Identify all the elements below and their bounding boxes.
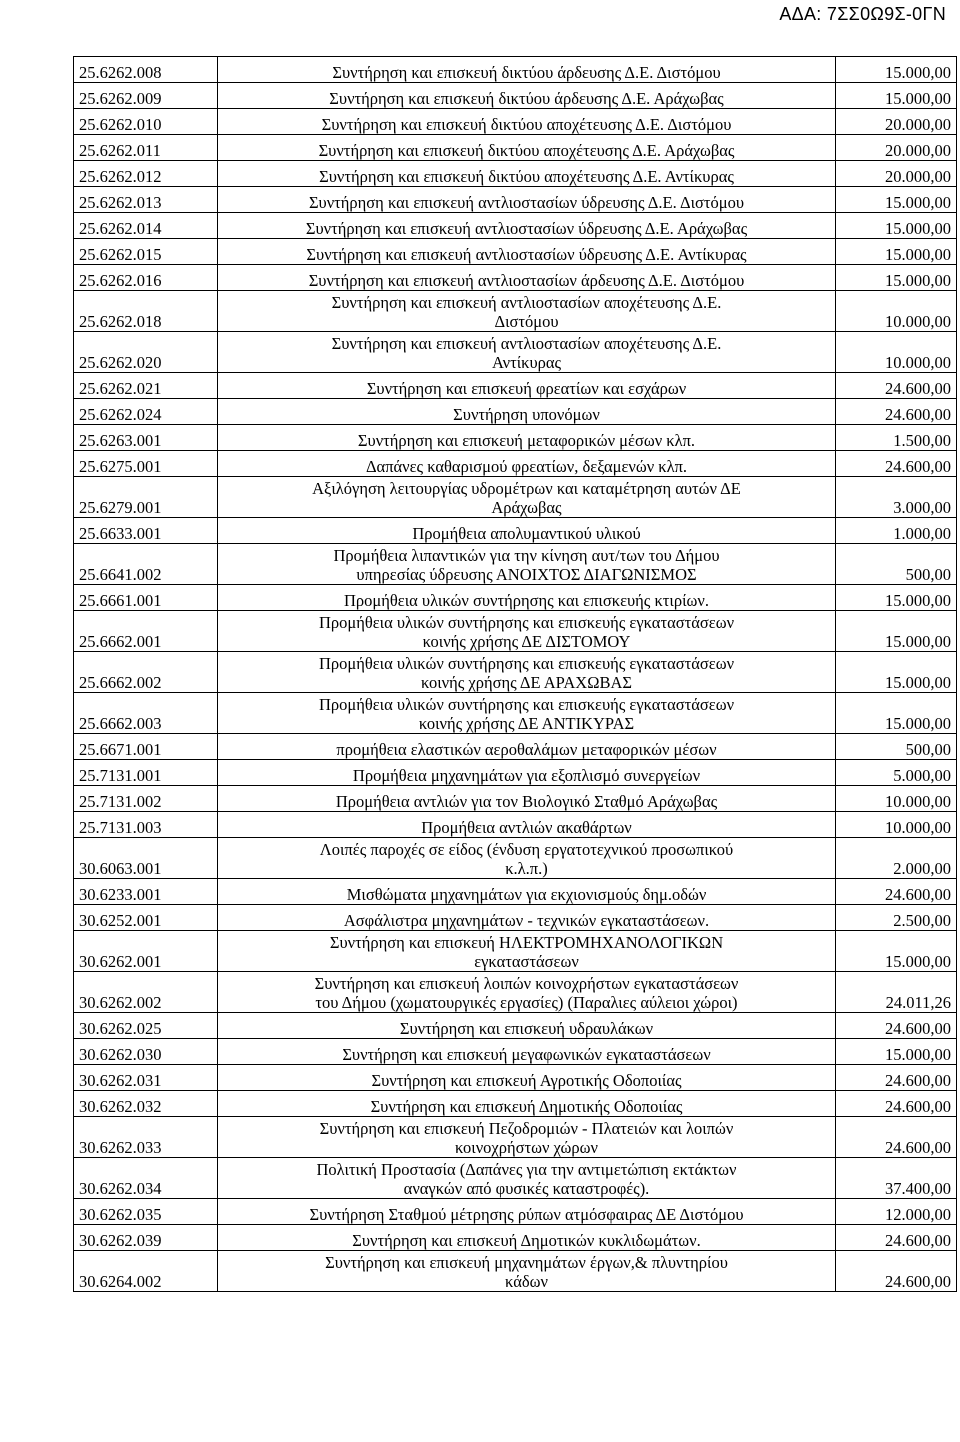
description	[218, 693, 836, 734]
amount: 15.000,00	[836, 931, 957, 972]
description-line: κ.λ.π.)	[505, 859, 548, 878]
amount: 24.600,00	[836, 451, 957, 477]
account-code: 25.6671.001	[74, 734, 218, 760]
description-line: Συντήρηση υπονόμων	[453, 405, 600, 424]
description	[218, 1039, 836, 1065]
description-line: Συντήρηση και επισκευή υδραυλάκων	[399, 1019, 654, 1038]
account-code: 30.6063.001	[74, 838, 218, 879]
amount: 10.000,00	[836, 812, 957, 838]
table-row	[74, 57, 957, 83]
description	[218, 451, 836, 477]
amount: 24.600,00	[836, 1065, 957, 1091]
description	[218, 905, 836, 931]
account-code: 25.6661.001	[74, 585, 218, 611]
description	[218, 161, 836, 187]
description-line: Προμήθεια λιπαντικών για την κίνηση αυτ/των του Δήμου	[333, 546, 720, 565]
description-line: Συντήρηση και επισκευή φρεατίων και εσχάρων	[366, 379, 687, 398]
account-code: 25.7131.001	[74, 760, 218, 786]
table-row	[74, 585, 957, 611]
account-code: 30.6264.002	[74, 1251, 218, 1292]
amount: 15.000,00	[836, 652, 957, 693]
description	[218, 585, 836, 611]
description	[218, 734, 836, 760]
table-row	[74, 425, 957, 451]
description-line: Προμήθεια αντλιών ακαθάρτων	[421, 818, 632, 837]
description	[218, 652, 836, 693]
amount: 1.500,00	[836, 425, 957, 451]
amount: 5.000,00	[836, 760, 957, 786]
budget-table	[73, 56, 957, 1292]
table-row	[74, 931, 957, 972]
amount: 37.400,00	[836, 1158, 957, 1199]
amount: 24.600,00	[836, 1251, 957, 1292]
account-code: 25.6262.008	[74, 57, 218, 83]
description-line: Συντήρηση και επισκευή δικτύου άρδευσης Δ.Ε. Αράχωβας	[329, 89, 724, 108]
table-row	[74, 373, 957, 399]
account-code: 25.6275.001	[74, 451, 218, 477]
description-line: Ασφάλιστρα μηχανημάτων - τεχνικών εγκαταστάσεων.	[343, 911, 710, 930]
amount: 10.000,00	[836, 332, 957, 373]
description	[218, 544, 836, 585]
table-row	[74, 1158, 957, 1199]
amount: 20.000,00	[836, 109, 957, 135]
account-code: 25.6262.009	[74, 83, 218, 109]
description-line: Προμήθεια υλικών συντήρησης και επισκευής εγκαταστάσεων	[318, 654, 735, 673]
description-line: Συντήρηση και επισκευή αντλιοστασίων ύδρευσης Δ.Ε. Αράχωβας	[305, 219, 748, 238]
description	[218, 187, 836, 213]
amount: 2.500,00	[836, 905, 957, 931]
amount: 24.600,00	[836, 1225, 957, 1251]
description-line: Συντήρηση Σταθμού μέτρησης ρύπων ατμόσφαιρας ΔΕ Διστόμου	[309, 1205, 744, 1224]
description-line: κάδων	[505, 1272, 548, 1291]
description-line: Δαπάνες καθαρισμού φρεατίων, δεξαμενών κλπ.	[365, 457, 688, 476]
amount: 15.000,00	[836, 83, 957, 109]
description	[218, 109, 836, 135]
description-line: Αξιλόγηση λειτουργίας υδρομέτρων και καταμέτρηση αυτών ΔΕ	[312, 479, 741, 498]
account-code: 25.6262.016	[74, 265, 218, 291]
description-line: εγκαταστάσεων	[474, 952, 579, 971]
account-code: 25.7131.003	[74, 812, 218, 838]
description	[218, 931, 836, 972]
ada-code: ΑΔΑ: 7ΣΣ0Ω9Σ-0ΓΝ	[779, 4, 946, 24]
description	[218, 812, 836, 838]
table-row	[74, 1065, 957, 1091]
table-row	[74, 1013, 957, 1039]
table-row	[74, 544, 957, 585]
table-row	[74, 239, 957, 265]
table-row	[74, 213, 957, 239]
description	[218, 1158, 836, 1199]
description-line: Συντήρηση και επισκευή ΗΛΕΚΤΡΟΜΗΧΑΝΟΛΟΓΙΚΩΝ	[329, 933, 724, 952]
amount: 15.000,00	[836, 239, 957, 265]
table-row	[74, 734, 957, 760]
amount: 500,00	[836, 734, 957, 760]
account-code: 25.6662.001	[74, 611, 218, 652]
table-row	[74, 611, 957, 652]
description-line: Προμήθεια απολυμαντικού υλικού	[412, 524, 641, 543]
amount: 15.000,00	[836, 57, 957, 83]
table-row	[74, 161, 957, 187]
account-code: 30.6262.025	[74, 1013, 218, 1039]
description	[218, 1251, 836, 1292]
description-line: αναγκών από φυσικές καταστροφές).	[403, 1179, 650, 1198]
amount: 500,00	[836, 544, 957, 585]
description-line: κοινής χρήσης ΔΕ ΑΡΑΧΩΒΑΣ	[421, 673, 632, 692]
description	[218, 1065, 836, 1091]
description	[218, 135, 836, 161]
description-line: Προμήθεια μηχανημάτων για εξοπλισμό συνεργείων	[352, 766, 701, 785]
amount: 15.000,00	[836, 585, 957, 611]
account-code: 25.6262.013	[74, 187, 218, 213]
amount: 15.000,00	[836, 611, 957, 652]
table-row	[74, 518, 957, 544]
account-code: 25.6262.024	[74, 399, 218, 425]
description	[218, 786, 836, 812]
description	[218, 611, 836, 652]
account-code: 25.6262.018	[74, 291, 218, 332]
description-line: υπηρεσίας ύδρευσης ΑΝΟΙΧΤΟΣ ΔΙΑΓΩΝΙΣΜΟΣ	[356, 565, 697, 584]
amount: 20.000,00	[836, 161, 957, 187]
account-code: 30.6262.002	[74, 972, 218, 1013]
account-code: 25.6279.001	[74, 477, 218, 518]
description-line: Συντήρηση και επισκευή δικτύου αποχέτευσης Δ.Ε. Διστόμου	[321, 115, 732, 134]
description	[218, 1013, 836, 1039]
description	[218, 373, 836, 399]
description-line: Προμήθεια υλικών συντήρησης και επισκευής εγκαταστάσεων	[318, 695, 735, 714]
table-row	[74, 291, 957, 332]
amount: 24.600,00	[836, 373, 957, 399]
table-row	[74, 399, 957, 425]
table-row	[74, 1091, 957, 1117]
description-line: Πολιτική Προστασία (Δαπάνες για την αντιμετώπιση εκτάκτων	[316, 1160, 737, 1179]
description-line: Προμήθεια υλικών συντήρησης και επισκευής κτιρίων.	[344, 591, 709, 610]
description-line: κοινής χρήσης ΔΕ ΑΝΤΙΚΥΡΑΣ	[418, 714, 635, 733]
table-row	[74, 760, 957, 786]
description	[218, 57, 836, 83]
table-row	[74, 332, 957, 373]
description	[218, 291, 836, 332]
account-code: 25.6633.001	[74, 518, 218, 544]
amount: 15.000,00	[836, 1039, 957, 1065]
account-code: 25.6262.010	[74, 109, 218, 135]
description	[218, 518, 836, 544]
amount: 2.000,00	[836, 838, 957, 879]
table-row	[74, 812, 957, 838]
description-line: Προμήθεια υλικών συντήρησης και επισκευής εγκαταστάσεων	[318, 613, 735, 632]
description	[218, 83, 836, 109]
amount: 10.000,00	[836, 291, 957, 332]
account-code: 30.6233.001	[74, 879, 218, 905]
description-line: Διστόμου	[494, 312, 559, 331]
account-code: 25.6262.020	[74, 332, 218, 373]
description-line: Συντήρηση και επισκευή Αγροτικής Οδοποιίας	[371, 1071, 682, 1090]
amount: 24.011,26	[836, 972, 957, 1013]
account-code: 30.6262.034	[74, 1158, 218, 1199]
description	[218, 1117, 836, 1158]
account-code: 30.6252.001	[74, 905, 218, 931]
description-line: Συντήρηση και επισκευή δικτύου άρδευσης Δ.Ε. Διστόμου	[332, 63, 721, 82]
account-code: 30.6262.032	[74, 1091, 218, 1117]
account-code: 25.6262.015	[74, 239, 218, 265]
table-row	[74, 1251, 957, 1292]
description-line: Συντήρηση και επισκευή λοιπών κοινοχρήστων εγκαταστάσεων	[314, 974, 739, 993]
table-row	[74, 187, 957, 213]
account-code: 25.6262.021	[74, 373, 218, 399]
account-code: 30.6262.030	[74, 1039, 218, 1065]
amount: 15.000,00	[836, 693, 957, 734]
amount: 12.000,00	[836, 1199, 957, 1225]
table-row	[74, 1225, 957, 1251]
account-code: 25.6262.012	[74, 161, 218, 187]
description-line: Συντήρηση και επισκευή δικτύου αποχέτευσης Δ.Ε. Αντίκυρας	[319, 167, 734, 186]
amount: 20.000,00	[836, 135, 957, 161]
amount: 15.000,00	[836, 265, 957, 291]
table-row	[74, 652, 957, 693]
budget-table-body	[74, 57, 957, 1292]
account-code: 25.7131.002	[74, 786, 218, 812]
table-row	[74, 451, 957, 477]
description-line: Συντήρηση και επισκευή αντλιοστασίων ύδρευσης Δ.Ε. Διστόμου	[308, 193, 745, 212]
amount: 1.000,00	[836, 518, 957, 544]
table-row	[74, 83, 957, 109]
table-row	[74, 109, 957, 135]
description-line: Συντήρηση και επισκευή Δημοτικής Οδοποιίας	[370, 1097, 683, 1116]
account-code: 30.6262.031	[74, 1065, 218, 1091]
description	[218, 332, 836, 373]
description-line: Λοιπές παροχές σε είδος (ένδυση εργατοτεχνικού προσωπικού	[319, 840, 734, 859]
amount: 24.600,00	[836, 1091, 957, 1117]
description-line: του Δήμου (χωματουργικές εργασίες) (Παραλιες αύλειοι χώροι)	[315, 993, 738, 1012]
account-code: 25.6662.002	[74, 652, 218, 693]
account-code: 30.6262.039	[74, 1225, 218, 1251]
description-line: Συντήρηση και επισκευή Πεζοδρομιών - Πλατειών και λοιπών	[319, 1119, 734, 1138]
account-code: 25.6262.011	[74, 135, 218, 161]
description-line: Συντήρηση και επισκευή μεταφορικών μέσων κλπ.	[357, 431, 696, 450]
description	[218, 399, 836, 425]
amount: 15.000,00	[836, 187, 957, 213]
table-row	[74, 972, 957, 1013]
table-row	[74, 1199, 957, 1225]
description	[218, 425, 836, 451]
description	[218, 239, 836, 265]
account-code: 25.6662.003	[74, 693, 218, 734]
account-code: 30.6262.035	[74, 1199, 218, 1225]
description	[218, 1091, 836, 1117]
description	[218, 1225, 836, 1251]
table-row	[74, 1039, 957, 1065]
table-row	[74, 879, 957, 905]
amount: 15.000,00	[836, 213, 957, 239]
table-row	[74, 477, 957, 518]
description-line: Συντήρηση και επισκευή δικτύου αποχέτευσης Δ.Ε. Αράχωβας	[318, 141, 735, 160]
amount: 24.600,00	[836, 1013, 957, 1039]
amount: 3.000,00	[836, 477, 957, 518]
table-row	[74, 693, 957, 734]
account-code: 25.6262.014	[74, 213, 218, 239]
description-line: Συντήρηση και επισκευή μηχανημάτων έργων,& πλυντηρίου	[325, 1253, 728, 1272]
table-row	[74, 905, 957, 931]
table-row	[74, 786, 957, 812]
description-line: Αράχωβας	[491, 498, 562, 517]
description	[218, 265, 836, 291]
table-row	[74, 135, 957, 161]
description-line: Προμήθεια αντλιών για τον Βιολογικό Σταθμό Αράχωβας	[335, 792, 718, 811]
account-code: 30.6262.033	[74, 1117, 218, 1158]
description	[218, 879, 836, 905]
description	[218, 1199, 836, 1225]
description-line: Συντήρηση και επισκευή αντλιοστασίων άρδευσης Δ.Ε. Διστόμου	[308, 271, 745, 290]
description-line: Μισθώματα μηχανημάτων για εκχιονισμούς δημ.οδών	[346, 885, 707, 904]
description-line: Συντήρηση και επισκευή μεγαφωνικών εγκαταστάσεων	[342, 1045, 711, 1064]
description	[218, 477, 836, 518]
description-line: Συντήρηση και επισκευή αντλιοστασίων ύδρευσης Δ.Ε. Αντίκυρας	[306, 245, 747, 264]
description-line: κοινοχρήστων χώρων	[455, 1138, 598, 1157]
description	[218, 760, 836, 786]
description-line: Αντίκυρας	[491, 353, 562, 372]
description-line: Συντήρηση και επισκευή αντλιοστασίων αποχέτευσης Δ.Ε.	[331, 334, 722, 353]
description-line: Συντήρηση και επισκευή αντλιοστασίων αποχέτευσης Δ.Ε.	[331, 293, 722, 312]
description-line: κοινής χρήσης ΔΕ ΔΙΣΤΟΜΟΥ	[422, 632, 631, 651]
amount: 24.600,00	[836, 1117, 957, 1158]
description	[218, 213, 836, 239]
account-code: 30.6262.001	[74, 931, 218, 972]
amount: 10.000,00	[836, 786, 957, 812]
description-line: Συντήρηση και επισκευή Δημοτικών κυκλιδωμάτων.	[352, 1231, 701, 1250]
description-line: προμήθεια ελαστικών αεροθαλάμων μεταφορικών μέσων	[336, 740, 717, 759]
account-code: 25.6263.001	[74, 425, 218, 451]
description	[218, 972, 836, 1013]
description	[218, 838, 836, 879]
amount: 24.600,00	[836, 879, 957, 905]
table-row	[74, 265, 957, 291]
table-row	[74, 838, 957, 879]
table-row	[74, 1117, 957, 1158]
amount: 24.600,00	[836, 399, 957, 425]
account-code: 25.6641.002	[74, 544, 218, 585]
